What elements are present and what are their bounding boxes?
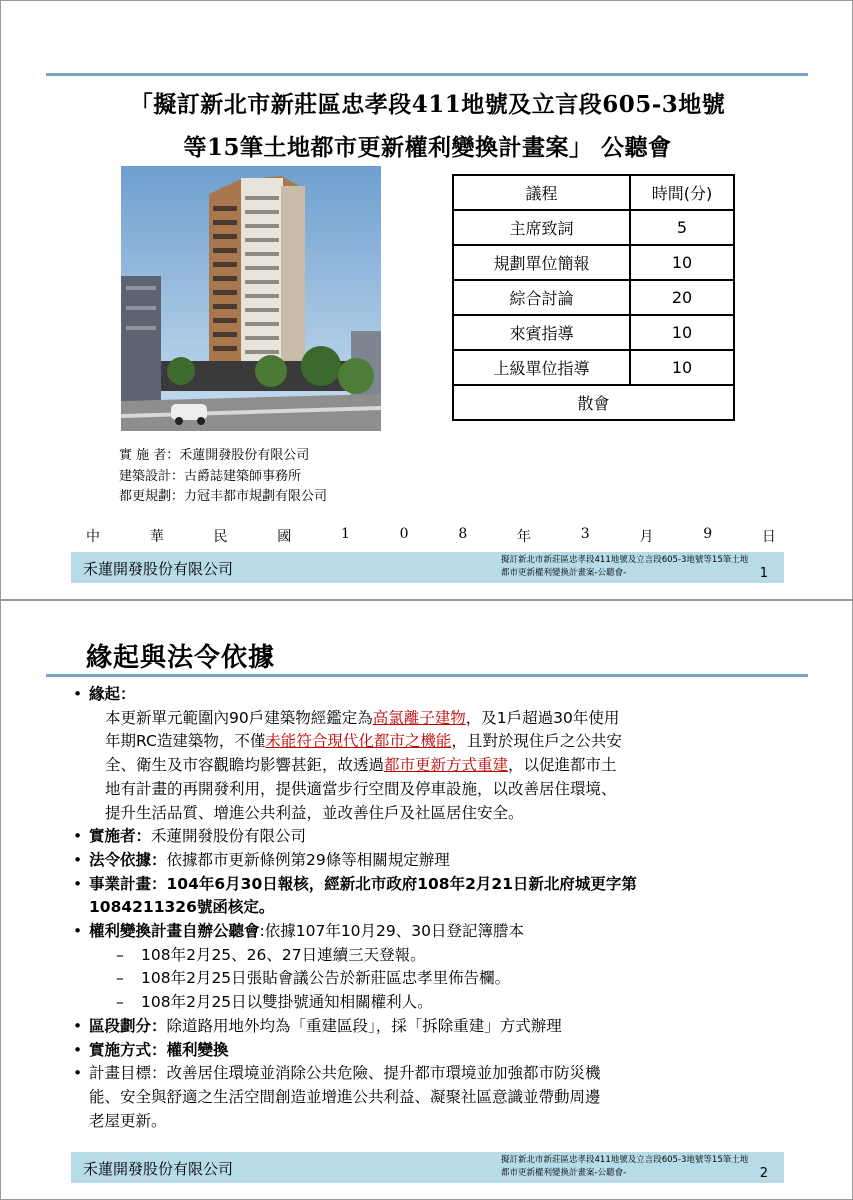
title-line-2: 等15筆土地都市更新權利變換計畫案」 公聽會 (183, 134, 672, 161)
highlight-text: 高氯離子建物 (372, 708, 466, 727)
agenda-time: 5 (630, 210, 734, 245)
origin-line: 地有計畫的再開發利用，提供適當步行空間及停車設施，以改善居住環境、 (105, 779, 617, 798)
origin-line (71, 707, 801, 731)
bullet-law (71, 849, 801, 873)
credit-label: 建築設計： (119, 468, 185, 484)
footer-note (501, 554, 781, 580)
origin-line (71, 754, 801, 778)
highlight-text: 未能符合現代化都市之機能 (265, 732, 452, 751)
agenda-row (453, 315, 734, 350)
bullet-label: 權利變換計畫自辦公聽會 (89, 922, 260, 941)
bullet-hearing (71, 920, 801, 944)
text-run: ，且對於現住戶之公共安 (451, 732, 622, 751)
agenda-close: 散會 (453, 385, 734, 420)
footer-note-line-2: 都市更新權利變換計畫案-公聽會- (501, 1168, 627, 1178)
bullet-label: 實施方式： (89, 1040, 167, 1059)
text-run: 年期RC造建築物，不僅 (105, 732, 266, 751)
title-rule (46, 674, 808, 677)
building-illustration (121, 166, 381, 431)
text-run: 本更新單元範圍內90戶建築物經鑑定為 (105, 708, 373, 727)
agenda-time: 10 (630, 350, 734, 385)
origin-line: 提升生活品質、增進公共利益，並改善住戶及社區居住安全。 (105, 803, 524, 822)
credit-architect (119, 467, 327, 488)
footer-company: 禾蓮開發股份有限公司 (83, 1160, 234, 1178)
building-photo (121, 166, 381, 431)
hearing-item: – 108年2月25、26、27日連續三天登報。 (71, 944, 801, 968)
agenda-time: 20 (630, 280, 734, 315)
date-char: 1 (341, 526, 350, 542)
date-char: 年 (517, 529, 532, 545)
slide-content (71, 683, 801, 1133)
agenda-time: 10 (630, 315, 734, 350)
date-char: 華 (149, 529, 164, 545)
meeting-date (86, 526, 776, 546)
text-run: ，及1戶超過30年使用 (465, 708, 620, 727)
agenda-item: 主席致詞 (453, 210, 630, 245)
goal-line: 老屋更新。 (89, 1111, 167, 1130)
slide-2 (0, 600, 853, 1200)
date-char: 3 (580, 526, 590, 542)
agenda-row (453, 210, 734, 245)
title-line-1: 「擬訂新北市新莊區忠孝段411地號及立言段605-3地號 (129, 91, 726, 118)
agenda-item: 綜合討論 (453, 280, 630, 315)
date-char: 0 (399, 526, 409, 542)
credit-value: 古爵誌建築師事務所 (184, 468, 302, 484)
date-char: 國 (277, 529, 292, 545)
bullet-goal: • 計畫目標：改善居住環境並消除公共危險、提升都市環境並加強都市防災機 (71, 1062, 801, 1086)
agenda-header-row (453, 175, 734, 210)
highlight-text: 都市更新方式重建 (384, 756, 509, 775)
footer-note-line-2: 都市更新權利變換計畫案-公聽會- (501, 568, 627, 578)
date-char: 8 (458, 526, 468, 542)
agenda-item: 上級單位指導 (453, 350, 630, 385)
credit-planner (119, 487, 327, 508)
bullet-zone (71, 1015, 801, 1039)
footer-note-line-1: 擬訂新北市新莊區忠孝段411地號及立言段605-3地號等15筆土地 (501, 1155, 749, 1165)
agenda-item: 來賓指導 (453, 315, 630, 350)
credit-implementer (119, 446, 327, 467)
credit-label: 實 施 者： (119, 448, 180, 463)
agenda-row (453, 245, 734, 280)
hearing-item: – 108年2月25日張貼會議公告於新莊區忠孝里佈告欄。 (71, 967, 801, 991)
agenda-header-time: 時間(分) (630, 175, 734, 210)
footer-company: 禾蓮開發股份有限公司 (83, 560, 234, 578)
agenda-close-row (453, 385, 734, 420)
agenda-row (453, 350, 734, 385)
text-run: 全、衛生及市容觀瞻均影響甚鉅，故透過 (105, 756, 385, 775)
origin-line (71, 730, 801, 754)
top-rule (46, 73, 808, 76)
bullet-value: 權利變換 (166, 1040, 229, 1059)
credit-value: 禾蓮開發股份有限公司 (179, 448, 310, 463)
credit-value: 力冠丰都市規劃有限公司 (184, 489, 328, 504)
agenda-item: 規劃單位簡報 (453, 245, 630, 280)
bullet-label: 區段劃分： (89, 1016, 167, 1035)
credits-block (119, 446, 327, 508)
date-char: 月 (639, 529, 654, 545)
slide-title: 緣起與法令依據 (86, 643, 276, 673)
footer-note-line-1: 擬訂新北市新莊區忠孝段411地號及立言段605-3地號等15筆土地 (501, 555, 749, 565)
page-number: 2 (759, 1166, 768, 1181)
bullet-plan (71, 873, 801, 897)
bullet-label: 實施者： (89, 827, 152, 846)
plan-line-2 (71, 896, 801, 920)
bullet-label: 法令依據： (89, 850, 167, 869)
agenda-table (452, 174, 735, 421)
bullet-label: 事業計畫： (89, 874, 167, 893)
bullet-value: 1084211326號函核定。 (89, 898, 275, 917)
date-char: 中 (86, 529, 100, 545)
bullet-implementer (71, 825, 801, 849)
footer-bar (71, 552, 784, 583)
bullet-value: 104年6月30日報核，經新北市政府108年2月21日新北府城更字第 (166, 874, 637, 893)
bullet-value: 禾蓮開發股份有限公司 (151, 827, 307, 846)
bullet-label: 緣起： (89, 685, 136, 703)
agenda-row (453, 280, 734, 315)
bullet-origin (71, 683, 801, 707)
text-run: ，以促進都市土 (508, 756, 617, 775)
agenda-time: 10 (630, 245, 734, 280)
date-char: 民 (213, 529, 228, 545)
bullet-value: 除道路用地外均為「重建區段」，採「拆除重建」方式辦理 (166, 1016, 562, 1035)
goal-line: 能、安全與舒適之生活空間創造並增進公共利益、凝聚社區意識並帶動周邊 (89, 1087, 601, 1106)
page-number: 1 (759, 566, 768, 581)
agenda-header-item: 議程 (453, 175, 630, 210)
bullet-value: :依據107年10月29、30日登記簿謄本 (259, 922, 524, 941)
footer-bar (71, 1152, 784, 1183)
bullet-method (71, 1039, 801, 1063)
hearing-item: – 108年2月25日以雙掛號通知相關權利人。 (71, 991, 801, 1015)
date-char: 9 (703, 526, 713, 542)
credit-label: 都更規劃： (119, 489, 185, 504)
footer-note (501, 1154, 781, 1180)
date-char: 日 (761, 529, 776, 545)
bullet-value: 依據都市更新條例第29條等相關規定辦理 (166, 850, 450, 869)
